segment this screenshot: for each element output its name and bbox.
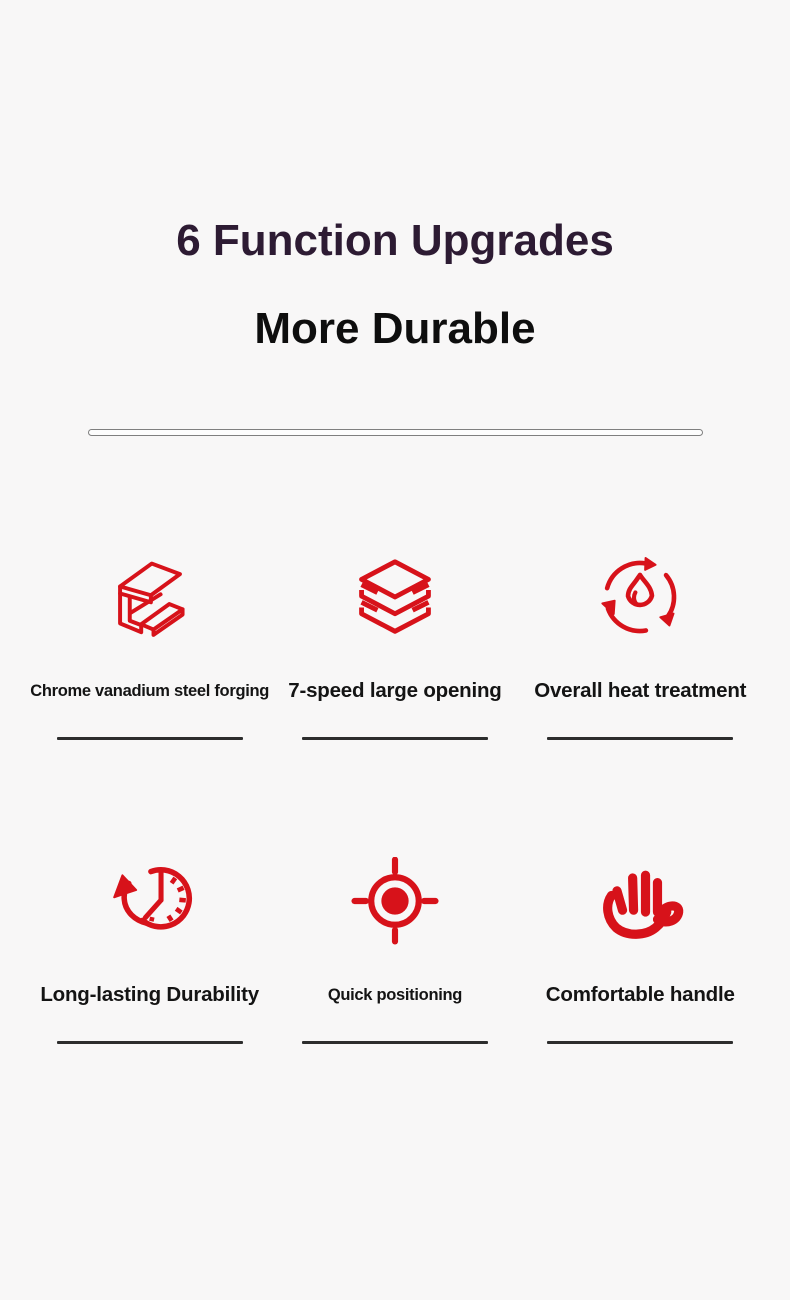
feature-label: Overall heat treatment [534,679,747,702]
flame-cycle-icon [593,550,687,644]
feature-item [272,550,517,740]
feature-item [518,550,763,740]
feature-label: Chrome vanadium steel forging [30,682,270,700]
stacked-layers-icon [348,550,442,644]
feature-underline [547,1041,733,1044]
feature-underline [302,1041,488,1044]
feature-underline [302,737,488,740]
feature-item [518,854,763,1044]
feature-underline [547,737,733,740]
feature-item [27,550,272,740]
crosshair-target-icon [348,854,442,948]
clock-history-icon [103,854,197,948]
feature-label: Comfortable handle [545,983,735,1006]
page-title: 6 Function Upgrades [176,216,614,265]
feature-item [27,854,272,1044]
divider-pill [88,429,703,436]
feature-item [272,854,517,1044]
feature-label: Quick positioning [327,986,463,1004]
feature-label: Long-lasting Durability [40,983,259,1006]
feature-underline [57,1041,243,1044]
hand-palm-icon [593,854,687,948]
feature-underline [57,737,243,740]
page-subtitle: More Durable [254,304,536,353]
feature-label: 7-speed large opening [288,679,502,702]
features-row-1 [27,550,763,740]
forged-steel-block-icon [103,550,197,644]
features-row-2 [27,854,763,1044]
